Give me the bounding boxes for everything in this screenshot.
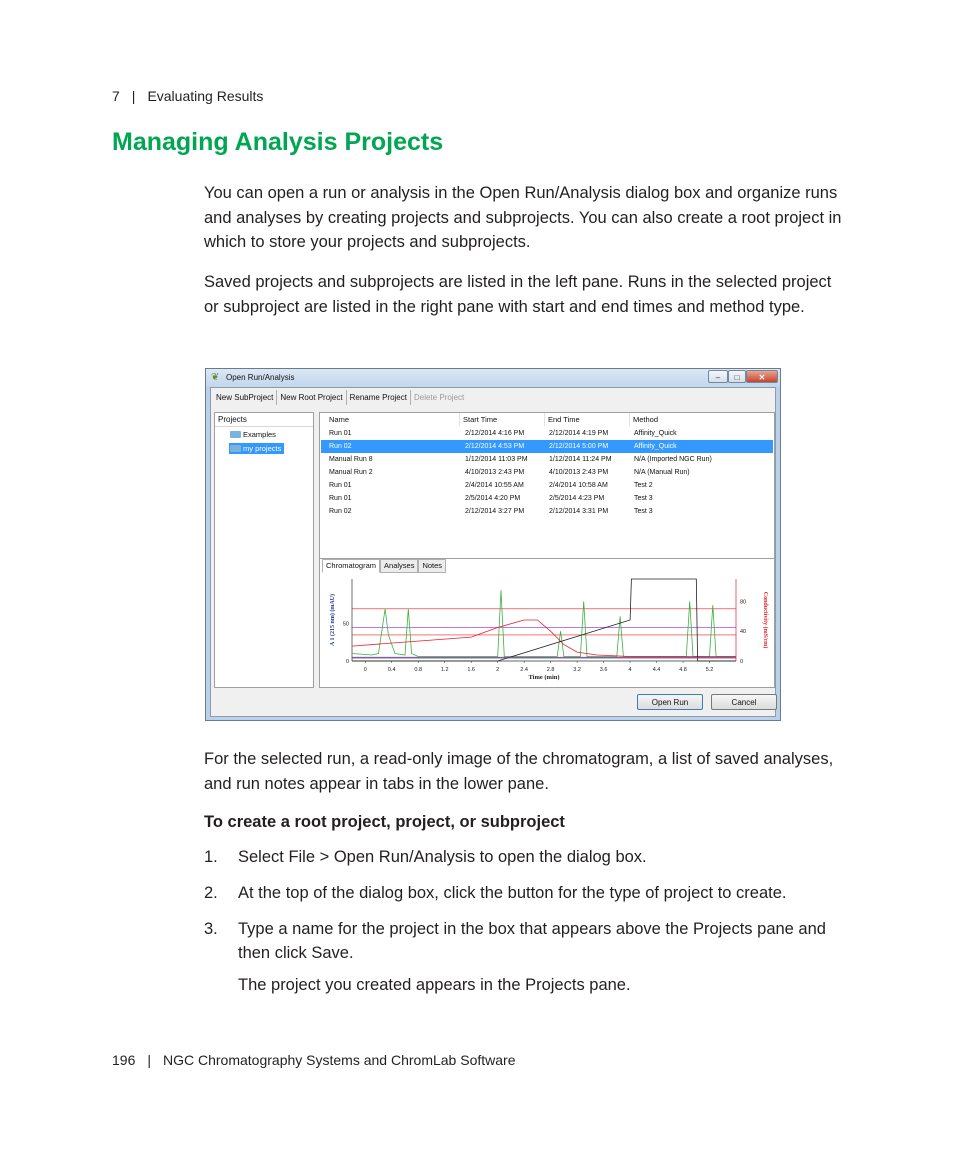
table-row[interactable]: Run 01 2/4/2014 10:55 AM 2/4/2014 10:58 AM Test 2 bbox=[329, 482, 653, 489]
x-axis-label: Time (min) bbox=[528, 674, 560, 681]
folder-icon bbox=[230, 431, 241, 438]
x-tick-label: 2.8 bbox=[546, 667, 555, 673]
chapter-number: 7 bbox=[112, 88, 120, 104]
cancel-button[interactable]: Cancel bbox=[711, 694, 777, 710]
y2-axis-label: Conductivity (mS/cm) bbox=[762, 591, 768, 649]
delete-project-button[interactable]: Delete Project bbox=[413, 393, 465, 402]
new-root-project-button[interactable]: New Root Project bbox=[277, 390, 346, 405]
table-row[interactable]: Manual Run 8 1/12/2014 11:03 PM 1/12/2014 11:24 PM N/A (Imported NGC Run) bbox=[329, 456, 712, 463]
x-tick-label: 0.8 bbox=[414, 667, 423, 673]
running-header bbox=[112, 88, 263, 104]
y2-tick-label: 0 bbox=[740, 659, 744, 665]
projects-pane bbox=[214, 412, 314, 688]
table-row[interactable]: Manual Run 2 4/10/2013 2:43 PM 4/10/2013 2:43 PM N/A (Manual Run) bbox=[329, 469, 690, 476]
dialog-title: Open Run/Analysis bbox=[226, 373, 295, 382]
x-tick-label: 3.6 bbox=[599, 667, 608, 673]
x-tick-label: 0 bbox=[363, 667, 367, 673]
tab-notes[interactable]: Notes bbox=[418, 559, 446, 573]
app-icon: ❦ bbox=[211, 372, 220, 383]
step-result: The project you created appears in the Projects pane. bbox=[238, 976, 631, 994]
book-title: NGC Chromatography Systems and ChromLab Software bbox=[163, 1052, 516, 1068]
dialog-body bbox=[210, 387, 776, 717]
tab-analyses[interactable]: Analyses bbox=[380, 559, 418, 573]
running-footer bbox=[112, 1052, 515, 1068]
runs-pane bbox=[319, 412, 775, 560]
table-row[interactable]: Run 01 2/5/2014 4:20 PM 2/5/2014 4:23 PM Test 3 bbox=[329, 495, 653, 502]
y2-tick-label: 80 bbox=[740, 599, 747, 606]
intro-paragraph: You can open a run or analysis in the Open Run/Analysis dialog box and organize runs and analyses by creating projects and subprojects. You can also create a root project in which to store your projects and subprojects. bbox=[204, 184, 842, 251]
step-number: 2. bbox=[204, 884, 218, 902]
y-tick-label: 0 bbox=[345, 659, 349, 665]
y-tick-label: 50 bbox=[342, 621, 349, 628]
x-tick-label: 2.4 bbox=[520, 667, 528, 673]
y-axis-label: A 1 (215 nm) (mAU) bbox=[330, 594, 336, 646]
x-tick-label: 1.2 bbox=[440, 667, 449, 673]
open-run-analysis-dialog-screenshot bbox=[205, 368, 781, 721]
x-tick-label: 4.4 bbox=[652, 667, 661, 673]
x-tick-label: 4 bbox=[628, 667, 632, 673]
table-row[interactable]: Run 02 2/12/2014 4:53 PM 2/12/2014 5:00 PM Affinity_Quick bbox=[321, 440, 773, 453]
tab-chromatogram[interactable]: Chromatogram bbox=[322, 559, 380, 573]
column-name[interactable]: Name bbox=[326, 413, 460, 426]
step-number: 1. bbox=[204, 848, 218, 866]
project-toolbar bbox=[213, 390, 467, 406]
table-row[interactable]: Run 01 2/12/2014 4:16 PM 2/12/2014 4:19 PM Affinity_Quick bbox=[329, 430, 677, 437]
dialog-titlebar bbox=[206, 369, 780, 387]
table-row[interactable]: Run 02 2/12/2014 3:27 PM 2/12/2014 3:31 PM Test 3 bbox=[329, 508, 653, 515]
chapter-title: Evaluating Results bbox=[147, 88, 264, 104]
column-method[interactable]: Method bbox=[633, 415, 659, 424]
dialog-button-bar bbox=[211, 690, 775, 716]
step-number: 3. bbox=[204, 920, 218, 938]
page-number: 196 bbox=[112, 1052, 136, 1068]
series-line-gradient bbox=[352, 579, 736, 661]
x-tick-label: 5.2 bbox=[705, 667, 714, 673]
new-subproject-button[interactable]: New SubProject bbox=[213, 390, 277, 405]
x-tick-label: 0.4 bbox=[387, 667, 396, 673]
minimize-button[interactable]: – bbox=[708, 370, 728, 383]
x-tick-label: 2 bbox=[496, 667, 500, 673]
close-button[interactable]: ✕ bbox=[746, 370, 778, 383]
lower-pane-paragraph: For the selected run, a read-only image of the chromatogram, a list of saved analyses, and run notes appear in tabs in the lower pane. bbox=[204, 750, 834, 793]
column-start-time[interactable]: Start Time bbox=[460, 413, 545, 426]
details-tabs bbox=[322, 559, 446, 572]
project-my-projects[interactable]: my projects bbox=[229, 443, 284, 454]
details-pane bbox=[319, 558, 775, 688]
x-tick-label: 4.8 bbox=[679, 667, 687, 673]
x-tick-label: 1.6 bbox=[467, 667, 476, 673]
rename-project-button[interactable]: Rename Project bbox=[347, 390, 411, 405]
header-separator: | bbox=[131, 88, 136, 104]
column-end-time[interactable]: End Time bbox=[545, 413, 630, 426]
x-tick-label: 3.2 bbox=[573, 667, 581, 673]
step-text: Type a name for the project in the box that appears above the Projects pane and then click Save. bbox=[238, 920, 826, 962]
page-title: Managing Analysis Projects bbox=[112, 128, 444, 156]
y2-tick-label: 40 bbox=[740, 629, 747, 636]
panes-paragraph: Saved projects and subprojects are listed in the left pane. Runs in the selected project or subproject are listed in the right pane with start and end times and method type. bbox=[204, 273, 832, 316]
projects-header: Projects bbox=[215, 413, 313, 427]
procedure-heading: To create a root project, project, or subproject bbox=[204, 813, 565, 831]
project-examples[interactable]: Examples bbox=[229, 429, 279, 440]
footer-separator: | bbox=[147, 1052, 151, 1068]
step-text: At the top of the dialog box, click the button for the type of project to create. bbox=[238, 884, 787, 902]
chromatogram-chart bbox=[324, 573, 772, 687]
open-run-button[interactable]: Open Run bbox=[637, 694, 703, 710]
folder-icon bbox=[230, 445, 241, 452]
step-text: Select File > Open Run/Analysis to open the dialog box. bbox=[238, 848, 647, 866]
maximize-button[interactable]: □ bbox=[728, 370, 746, 383]
